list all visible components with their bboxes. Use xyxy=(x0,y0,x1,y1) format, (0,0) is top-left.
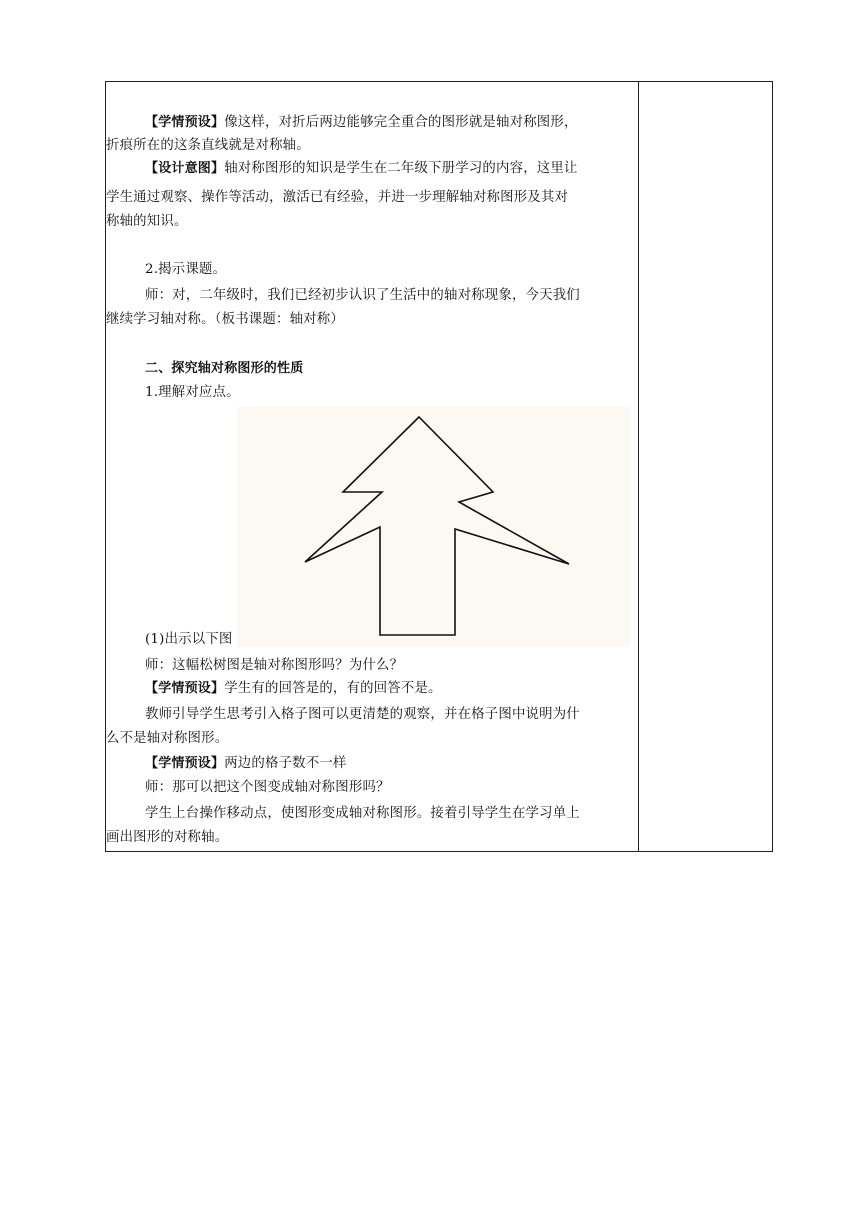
notes-cell xyxy=(639,82,772,851)
tag-learning-preset: 【学情预设】 xyxy=(145,681,225,696)
text: 学生有的回答是的，有的回答不是。 xyxy=(224,681,442,696)
item-reveal-topic: 2.揭示课题。 xyxy=(145,262,227,277)
text: 像这样，对折后两边能够完全重合的图形就是轴对称图形， xyxy=(224,115,578,130)
text-line: 称轴的知识。 xyxy=(106,214,188,229)
tag-learning-preset: 【学情预设】 xyxy=(145,115,225,130)
text-line: 师：那可以把这个图变成轴对称图形吗？ xyxy=(145,780,390,795)
pine-tree-outline xyxy=(237,407,630,647)
text: 轴对称图形的知识是学生在二年级下册学习的内容，这里让 xyxy=(224,161,578,176)
text-line: 师：这幅松树图是轴对称图形吗？为什么？ xyxy=(145,658,404,673)
text-line: 么不是轴对称图形。 xyxy=(106,731,229,746)
paragraph-learning-preset-1 xyxy=(106,113,678,133)
text-line: 教师引导学生思考引入格子图可以更清楚的观察，并在格子图中说明为什 xyxy=(145,707,580,722)
text-line: 学生通过观察、操作等活动，激活已有经验，并进一步理解轴对称图形及其对 xyxy=(106,190,569,205)
tag-design-intent: 【设计意图】 xyxy=(145,161,225,176)
paragraph-learning-preset-3 xyxy=(106,754,678,774)
pine-tree-figure xyxy=(237,407,630,647)
text-line: 师：对，二年级时，我们已经初步认识了生活中的轴对称现象，今天我们 xyxy=(145,288,580,303)
section-heading: 二、探究轴对称图形的性质 xyxy=(145,361,304,376)
text-line: 继续学习轴对称。（板书课题：轴对称） xyxy=(106,312,344,327)
text-line: 折痕所在的这条直线就是对称轴。 xyxy=(106,138,310,153)
text-line: 画出图形的对称轴。 xyxy=(106,830,229,845)
text: 两边的格子数不一样 xyxy=(224,756,347,771)
tag-learning-preset: 【学情预设】 xyxy=(145,756,225,771)
paragraph-design-intent xyxy=(106,159,678,179)
paragraph-learning-preset-2 xyxy=(106,679,678,699)
sub-item-show-figure: (1)出示以下图 xyxy=(145,632,233,647)
item-corresponding-points: 1.理解对应点。 xyxy=(145,385,240,400)
text-line: 学生上台操作移动点，使图形变成轴对称图形。接着引导学生在学习单上 xyxy=(145,806,580,821)
